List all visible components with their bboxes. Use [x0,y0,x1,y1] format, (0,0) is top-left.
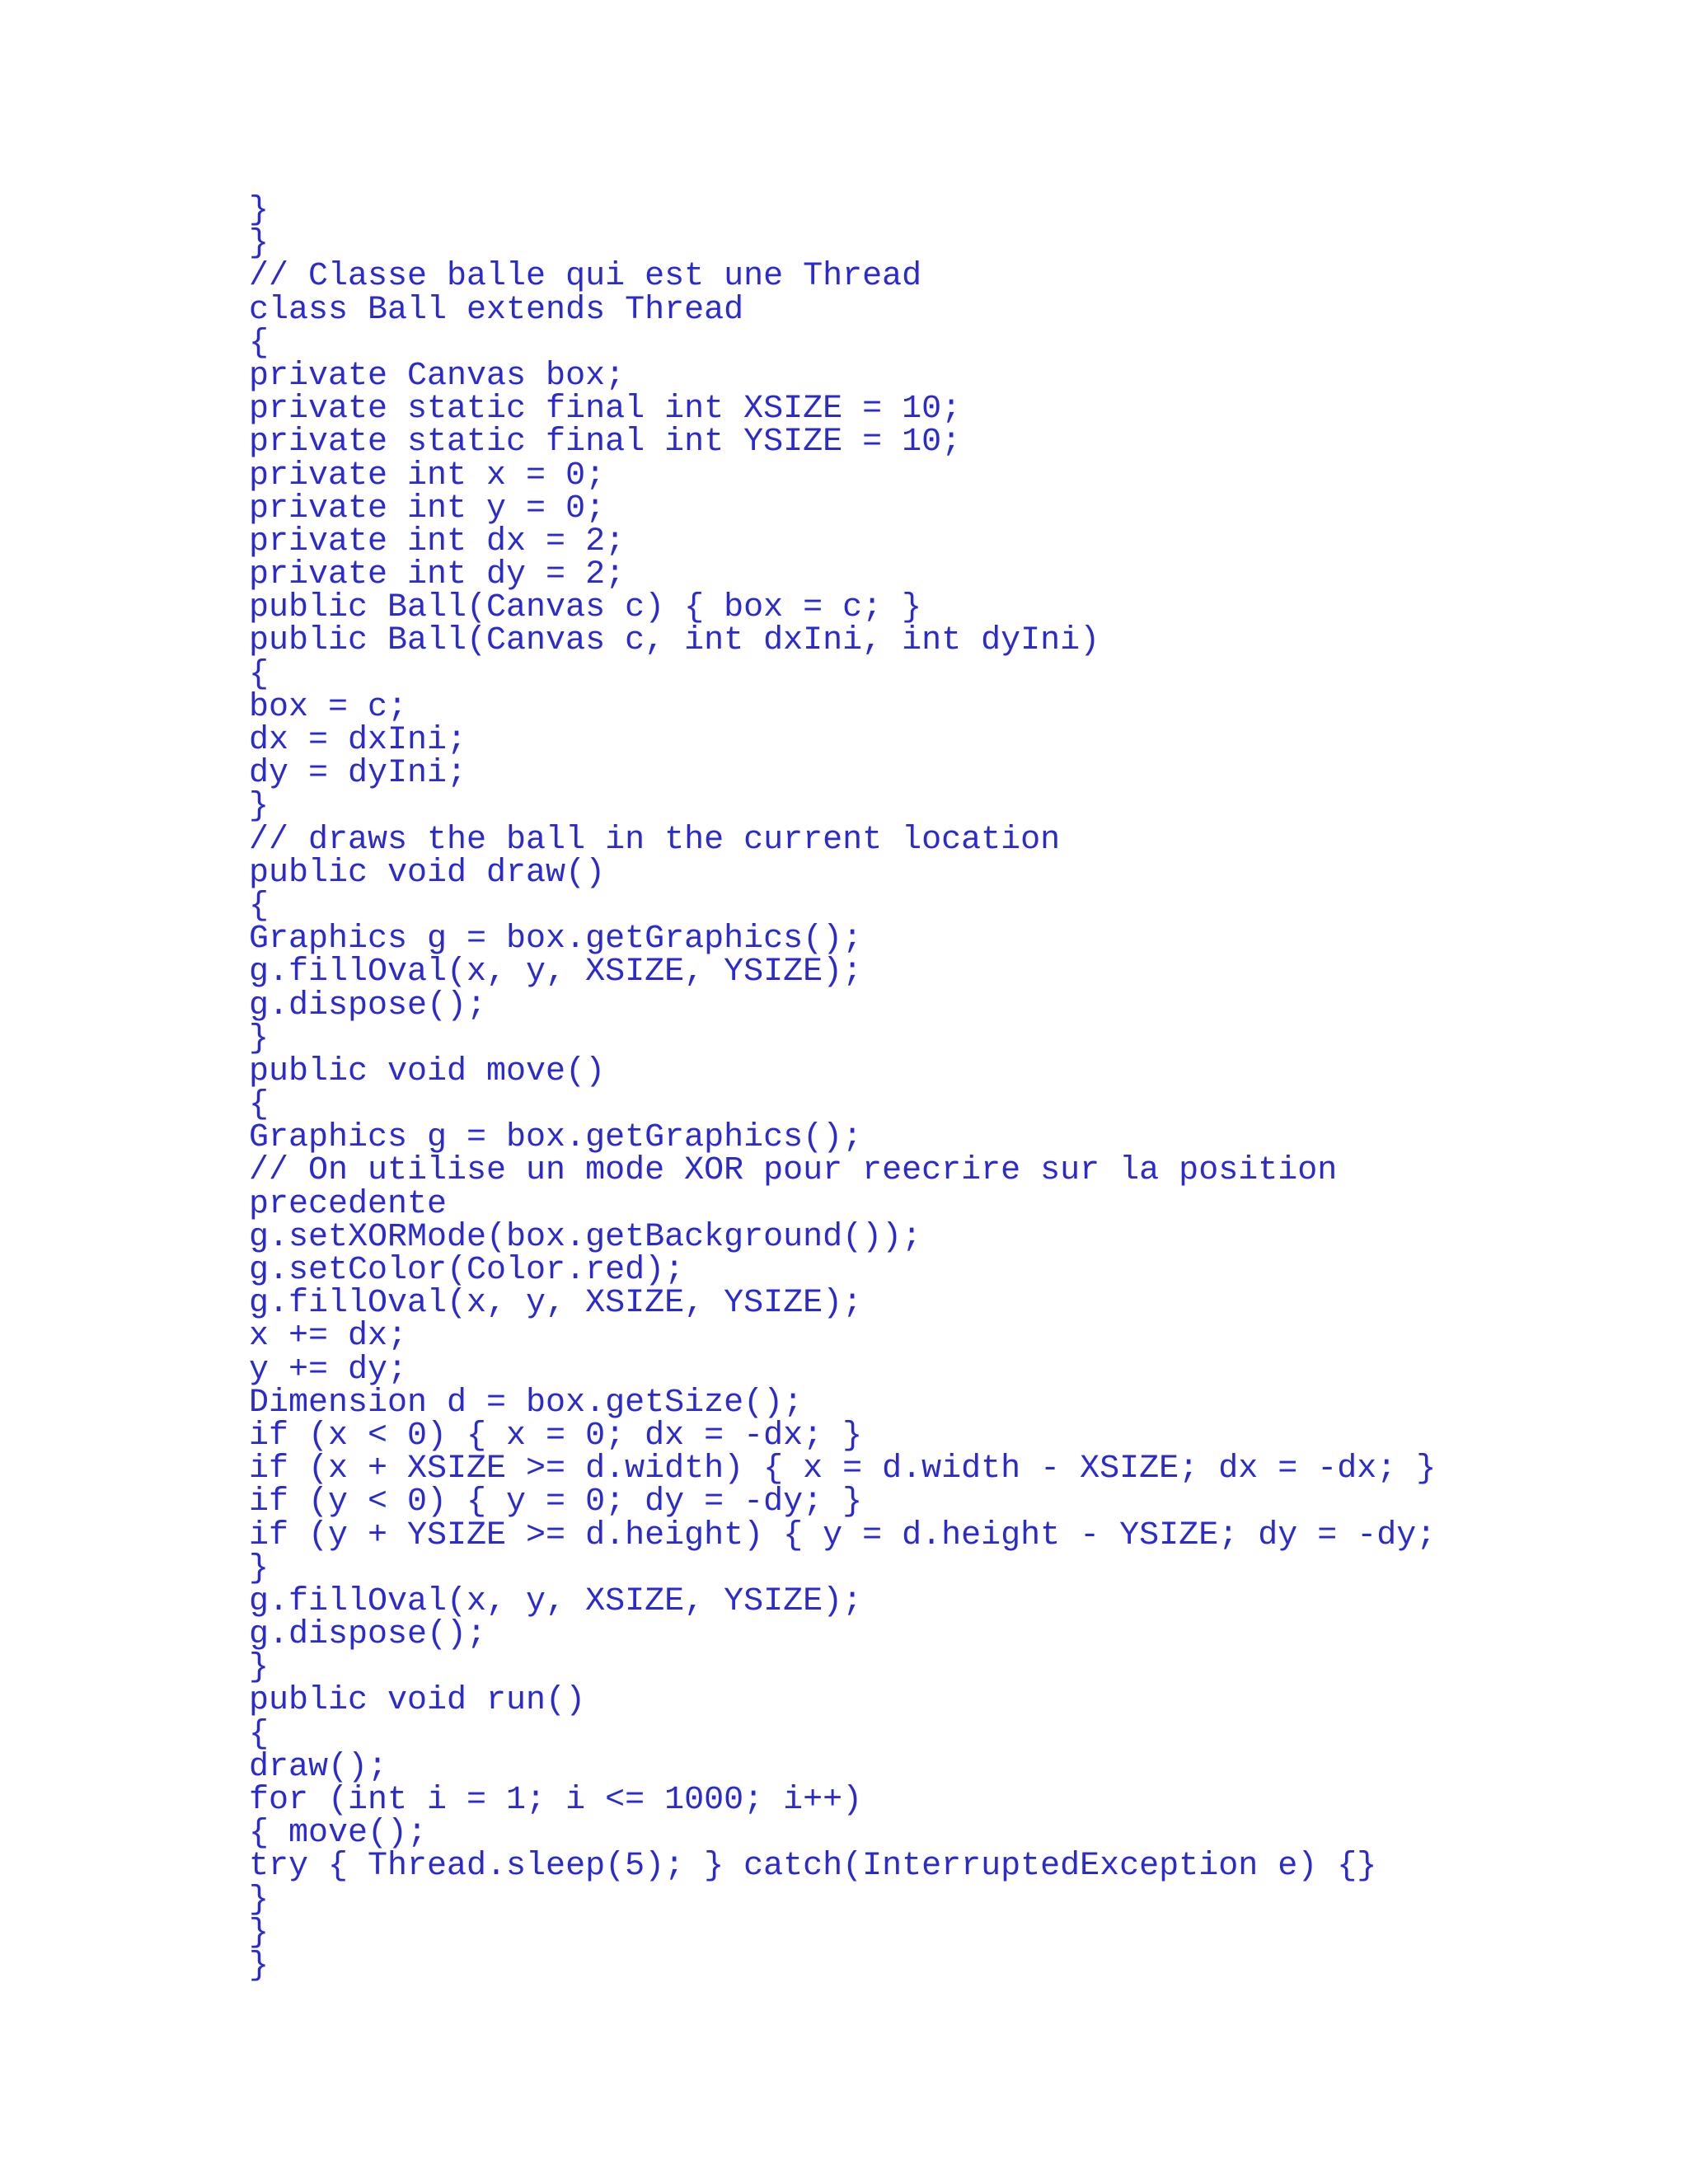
code-line: private static final int YSIZE = 10; [249,424,962,462]
code-line: } [249,788,270,826]
code-line: g.fillOval(x, y, XSIZE, YSIZE); [249,1582,863,1620]
code-line: box = c; [249,688,408,726]
code-line: g.setXORMode(box.getBackground()); [249,1218,922,1256]
code-line: // draws the ball in the current location [249,821,1061,859]
code-line: public void run() [249,1682,586,1720]
code-listing [249,194,1436,1983]
code-line: precedente [249,1185,448,1223]
code-line: { [249,1715,270,1753]
code-line: dx = dxIni; [249,722,467,759]
code-line: // Classe balle qui est une Thread [249,258,922,296]
code-line: try { Thread.sleep(5); } catch(InterruptedException e) {} [249,1848,1377,1886]
code-line: // On utilise un mode XOR pour reecrire sur la position [249,1152,1338,1190]
code-line: dy = dyIni; [249,755,467,793]
code-line: private int dy = 2; [249,556,626,594]
code-line: private int y = 0; [249,490,606,527]
code-line: } [249,1914,270,1952]
code-line: { [249,887,270,925]
code-line: private Canvas box; [249,357,626,395]
code-line: g.dispose(); [249,987,487,1024]
code-line: if (y < 0) { y = 0; dy = -dy; } [249,1483,863,1521]
code-line: g.dispose(); [249,1616,487,1654]
code-line: } [249,1649,270,1687]
code-line: } [249,225,270,263]
code-line: } [249,1549,270,1587]
code-line: } [249,1947,270,1985]
code-line: if (y + YSIZE >= d.height) { y = d.height - YSIZE; dy = -dy; [249,1516,1437,1554]
code-line: Dimension d = box.getSize(); [249,1384,804,1422]
code-line: if (x < 0) { x = 0; dx = -dx; } [249,1417,863,1455]
code-line: } [249,1019,270,1057]
code-line: public void draw() [249,854,606,892]
code-line: private static final int XSIZE = 10; [249,391,962,429]
code-line: public void move() [249,1052,606,1090]
code-line: public Ball(Canvas c, int dxIni, int dyIni) [249,622,1100,660]
code-line: { [249,1086,270,1124]
code-line: } [249,192,270,229]
code-line: g.setColor(Color.red); [249,1252,685,1289]
code-line: } [249,1881,270,1919]
code-line: public Ball(Canvas c) { box = c; } [249,589,922,627]
code-line: g.fillOval(x, y, XSIZE, YSIZE); [249,1285,863,1323]
code-line: { move(); [249,1815,428,1853]
code-line: Graphics g = box.getGraphics(); [249,1119,863,1157]
code-line: Graphics g = box.getGraphics(); [249,921,863,958]
code-line: private int x = 0; [249,457,606,494]
code-line: if (x + XSIZE >= d.width) { x = d.width - XSIZE; dx = -dx; } [249,1451,1437,1488]
code-line: { [249,655,270,693]
code-line: y += dy; [249,1351,408,1389]
code-line: { [249,324,270,362]
code-line: g.fillOval(x, y, XSIZE, YSIZE); [249,954,863,991]
code-line: for (int i = 1; i <= 1000; i++) [249,1782,863,1819]
code-line: private int dx = 2; [249,523,626,560]
code-line: x += dx; [249,1318,408,1356]
code-line: class Ball extends Thread [249,291,744,329]
code-line: draw(); [249,1748,388,1786]
